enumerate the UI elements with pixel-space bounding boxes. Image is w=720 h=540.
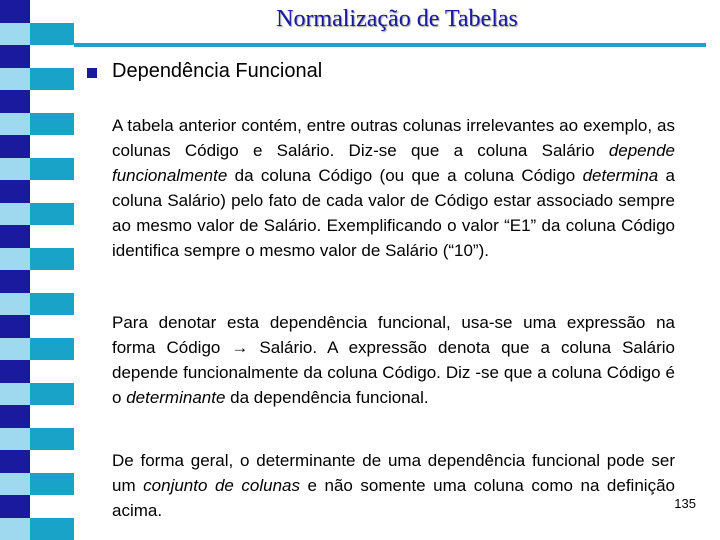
stripe-cell bbox=[30, 203, 74, 226]
stripe-row bbox=[0, 90, 74, 113]
stripe-cell bbox=[0, 293, 30, 316]
stripe-cell bbox=[0, 113, 30, 136]
stripe-row bbox=[0, 203, 74, 226]
stripe-cell bbox=[30, 113, 74, 136]
title-underline bbox=[74, 43, 706, 47]
stripe-row bbox=[0, 23, 74, 46]
stripe-row bbox=[0, 450, 74, 473]
stripe-cell bbox=[30, 473, 74, 496]
stripe-cell bbox=[30, 158, 74, 181]
stripe-cell bbox=[0, 495, 30, 518]
page-number: 135 bbox=[674, 496, 696, 511]
stripe-cell bbox=[0, 338, 30, 361]
paragraph-2-text: Salário. A expressão denota que a coluna Salário depende funcionalmente da coluna Código. Diz -se que a coluna Código é o bbox=[112, 338, 675, 407]
stripe-cell bbox=[30, 225, 74, 248]
paragraph-2-text: da dependência funcional. bbox=[225, 388, 429, 407]
stripe-cell bbox=[0, 225, 30, 248]
stripe-cell bbox=[0, 315, 30, 338]
stripe-cell bbox=[30, 315, 74, 338]
slide-title: Normalização de Tabelas bbox=[276, 6, 518, 32]
stripe-row bbox=[0, 158, 74, 181]
right-arrow-icon: → bbox=[231, 338, 249, 357]
stripe-row bbox=[0, 293, 74, 316]
stripe-cell bbox=[0, 450, 30, 473]
paragraph-2-text: Para denotar esta dependência funcional, usa-se uma expressão na forma Código bbox=[112, 313, 675, 357]
paragraph-3 bbox=[112, 448, 675, 523]
stripe-cell bbox=[30, 383, 74, 406]
stripe-cell bbox=[0, 518, 30, 540]
paragraph-2-emphasis: determinante bbox=[126, 388, 226, 407]
decorative-stripe-bar bbox=[0, 0, 74, 540]
stripe-cell bbox=[0, 23, 30, 46]
stripe-cell bbox=[0, 248, 30, 271]
stripe-cell bbox=[30, 360, 74, 383]
stripe-cell bbox=[0, 270, 30, 293]
stripe-cell bbox=[0, 473, 30, 496]
stripe-row bbox=[0, 45, 74, 68]
stripe-cell bbox=[30, 450, 74, 473]
stripe-cell bbox=[0, 68, 30, 91]
stripe-row bbox=[0, 405, 74, 428]
stripe-cell bbox=[30, 23, 74, 46]
paragraph-3-text: De forma geral, o determinante de uma dependência funcional pode ser um bbox=[112, 451, 675, 495]
stripe-cell bbox=[30, 248, 74, 271]
section-heading: Dependência Funcional bbox=[112, 60, 323, 82]
stripe-row bbox=[0, 135, 74, 158]
stripe-row bbox=[0, 360, 74, 383]
stripe-row bbox=[0, 518, 74, 540]
stripe-cell bbox=[0, 383, 30, 406]
stripe-cell bbox=[30, 293, 74, 316]
paragraph-2 bbox=[112, 310, 675, 410]
stripe-cell bbox=[30, 428, 74, 451]
stripe-cell bbox=[30, 0, 74, 23]
stripe-row bbox=[0, 68, 74, 91]
stripe-row bbox=[0, 225, 74, 248]
stripe-cell bbox=[30, 135, 74, 158]
stripe-row bbox=[0, 113, 74, 136]
stripe-cell bbox=[30, 180, 74, 203]
stripe-cell bbox=[0, 135, 30, 158]
stripe-cell bbox=[0, 180, 30, 203]
paragraph-1-text: A tabela anterior contém, entre outras colunas irrelevantes ao exemplo, as colunas Código e Salário. Diz-se que a coluna Salário bbox=[112, 116, 675, 160]
stripe-cell bbox=[0, 405, 30, 428]
paragraph-1 bbox=[112, 113, 675, 263]
stripe-cell bbox=[30, 495, 74, 518]
stripe-cell bbox=[0, 90, 30, 113]
stripe-cell bbox=[30, 405, 74, 428]
paragraph-1-text: da coluna Código (ou que a coluna Código bbox=[227, 166, 583, 185]
paragraph-3-emphasis: conjunto de colunas bbox=[143, 476, 300, 495]
stripe-cell bbox=[0, 0, 30, 23]
stripe-row bbox=[0, 383, 74, 406]
paragraph-1-emphasis: determina bbox=[582, 166, 659, 185]
stripe-cell bbox=[30, 45, 74, 68]
stripe-cell bbox=[0, 203, 30, 226]
stripe-cell bbox=[0, 428, 30, 451]
stripe-cell bbox=[30, 518, 74, 540]
stripe-cell bbox=[0, 45, 30, 68]
square-bullet-icon bbox=[87, 68, 97, 78]
paragraph-1-text: a coluna Salário) pelo fato de cada valor de Código estar associado sempre ao mesmo valor de Salário. Exemplificando o valor “E1” da coluna Código identifica sempre o mesmo valor de Salário (“10”). bbox=[112, 166, 675, 260]
stripe-row bbox=[0, 473, 74, 496]
stripe-row bbox=[0, 0, 74, 23]
stripe-row bbox=[0, 180, 74, 203]
stripe-row bbox=[0, 270, 74, 293]
stripe-row bbox=[0, 338, 74, 361]
stripe-cell bbox=[30, 90, 74, 113]
stripe-row bbox=[0, 428, 74, 451]
stripe-row bbox=[0, 315, 74, 338]
stripe-cell bbox=[30, 270, 74, 293]
paragraph-3-text: e não somente uma coluna como na definição acima. bbox=[112, 476, 675, 520]
stripe-row bbox=[0, 495, 74, 518]
stripe-cell bbox=[0, 158, 30, 181]
stripe-cell bbox=[0, 360, 30, 383]
stripe-cell bbox=[30, 338, 74, 361]
paragraph-1-emphasis: depende funcionalmente bbox=[112, 141, 675, 185]
stripe-row bbox=[0, 248, 74, 271]
stripe-cell bbox=[30, 68, 74, 91]
